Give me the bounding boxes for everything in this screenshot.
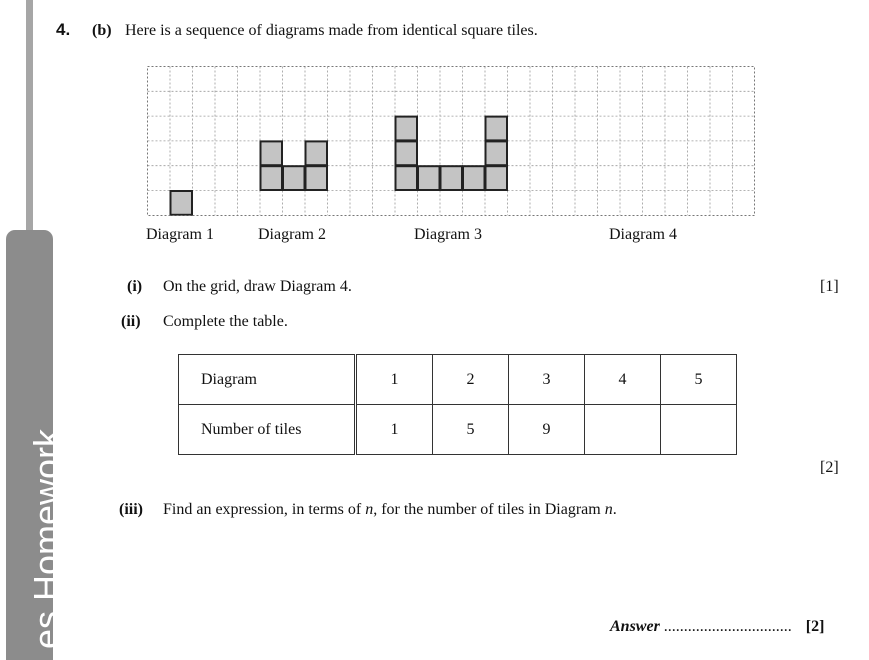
tile bbox=[283, 166, 305, 190]
table-cell: 2 bbox=[433, 355, 509, 405]
diagram-1-label: Diagram 1 bbox=[146, 226, 214, 243]
tile bbox=[396, 117, 418, 141]
tile bbox=[441, 166, 463, 190]
tile bbox=[396, 166, 418, 190]
diagram-2-label: Diagram 2 bbox=[258, 226, 326, 243]
answer-label: Answer bbox=[610, 618, 660, 635]
tile bbox=[171, 191, 193, 215]
diagram-4-label: Diagram 4 bbox=[609, 226, 677, 243]
part-i-text: On the grid, draw Diagram 4. bbox=[163, 278, 352, 295]
part-i-label: (i) bbox=[127, 278, 143, 295]
answer-dots: ................................ bbox=[663, 618, 792, 635]
part-b-text: Here is a sequence of diagrams made from identical square tiles. bbox=[125, 22, 538, 39]
table-cell: 4 bbox=[585, 355, 661, 405]
tile bbox=[463, 166, 485, 190]
table-row bbox=[179, 405, 737, 455]
table-cell-empty-4[interactable] bbox=[585, 405, 661, 455]
part-ii-text: Complete the table. bbox=[163, 313, 288, 330]
diagram-3-label: Diagram 3 bbox=[414, 226, 482, 243]
tile bbox=[418, 166, 440, 190]
table-row-label: Number of tiles bbox=[179, 405, 356, 455]
part-b-label: (b) bbox=[92, 22, 112, 39]
table-cell: 1 bbox=[356, 405, 433, 455]
part-iii-marks: [2] bbox=[805, 618, 825, 635]
tile bbox=[261, 141, 283, 165]
answer-line[interactable] bbox=[610, 618, 824, 636]
table-cell-empty-5[interactable] bbox=[661, 405, 737, 455]
grid-lines bbox=[148, 67, 756, 216]
tile-grid[interactable] bbox=[140, 62, 760, 222]
margin-line bbox=[26, 0, 33, 236]
tile bbox=[306, 141, 328, 165]
tile bbox=[306, 166, 328, 190]
tiles-table bbox=[178, 354, 737, 455]
tile bbox=[486, 166, 508, 190]
tile bbox=[396, 141, 418, 165]
part-ii-label: (ii) bbox=[121, 313, 141, 330]
tile bbox=[486, 141, 508, 165]
table-row bbox=[179, 355, 737, 405]
grid-border bbox=[148, 67, 755, 216]
side-tab-label: es Homework bbox=[26, 428, 67, 649]
tile bbox=[261, 166, 283, 190]
part-iii-text: Find an expression, in terms of n, for the number of tiles in Diagram n. bbox=[163, 501, 617, 518]
table-cell: 1 bbox=[356, 355, 433, 405]
table-cell: 5 bbox=[661, 355, 737, 405]
part-iii-label: (iii) bbox=[119, 501, 143, 518]
table-cell: 9 bbox=[509, 405, 585, 455]
part-ii-marks: [2] bbox=[820, 459, 839, 476]
part-i-marks: [1] bbox=[820, 278, 839, 295]
question-number: 4. bbox=[56, 20, 71, 39]
tile bbox=[486, 117, 508, 141]
table-cell: 3 bbox=[509, 355, 585, 405]
table-row-label: Diagram bbox=[179, 355, 356, 405]
table-cell: 5 bbox=[433, 405, 509, 455]
